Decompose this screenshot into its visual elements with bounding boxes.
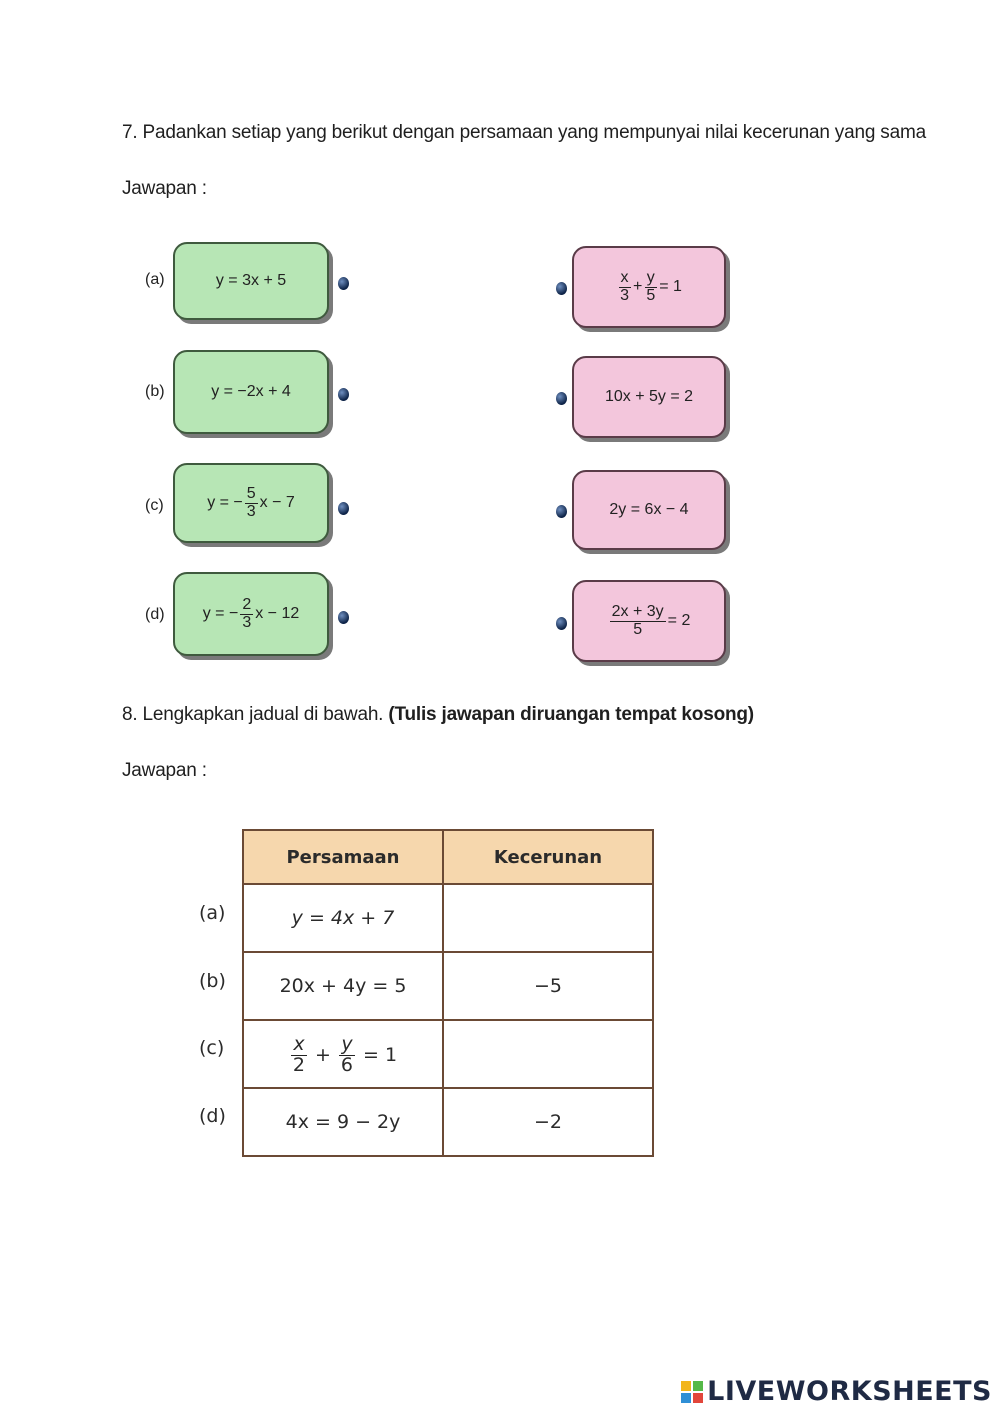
gradient-input-a[interactable]	[443, 884, 653, 952]
equation-c-suffix: = 1	[363, 1044, 398, 1066]
left-equation-c-denominator: 3	[246, 502, 256, 520]
left-equation-c-prefix: y = −	[207, 494, 243, 511]
left-equation-d-numerator: 2	[242, 595, 252, 613]
option-label-c: (c)	[145, 497, 164, 514]
right-equation-4-numerator: 2x + 3y	[611, 602, 664, 620]
liveworksheets-logo-text: LIVEWORKSHEETS	[707, 1376, 992, 1407]
left-equation-c[interactable]	[173, 463, 329, 543]
left-equation-d[interactable]	[173, 572, 329, 656]
right-equation-2-text: 10x + 5y = 2	[604, 388, 694, 405]
right-equation-4-denominator: 5	[633, 620, 643, 638]
option-label-d: (d)	[145, 606, 165, 623]
question-8-answer-label: Jawapan :	[122, 760, 207, 781]
equation-cell-a	[243, 884, 443, 952]
equation-cell-b	[243, 952, 443, 1020]
left-equation-c-numerator: 5	[246, 484, 256, 502]
left-equation-d-denominator: 3	[242, 613, 252, 631]
left-equation-c-suffix: x − 7	[259, 494, 295, 511]
left-equation-a[interactable]	[173, 242, 329, 320]
right-equation-1-den2: 5	[646, 286, 656, 304]
table-row	[243, 952, 653, 1020]
right-connector-dot-4[interactable]	[556, 617, 567, 630]
right-equation-1-suffix: = 1	[659, 278, 682, 295]
left-equation-b[interactable]	[173, 350, 329, 434]
right-equation-1-plus: +	[632, 278, 643, 295]
right-equation-2[interactable]	[572, 356, 726, 438]
table-header-row	[243, 830, 653, 884]
left-connector-dot-d[interactable]	[338, 611, 349, 624]
gradient-cell-b: −5	[443, 952, 653, 1020]
left-connector-dot-b[interactable]	[338, 388, 349, 401]
right-connector-dot-2[interactable]	[556, 392, 567, 405]
equation-c-den2: 6	[340, 1053, 354, 1076]
right-equation-1-num1: x	[620, 268, 629, 286]
option-label-b: (b)	[145, 383, 165, 400]
liveworksheets-logo	[681, 1376, 992, 1407]
header-kecerunan: Kecerunan	[443, 830, 653, 884]
equation-c-num1: x	[293, 1032, 305, 1055]
question-8-bold: (Tulis jawapan diruangan tempat kosong)	[388, 704, 754, 725]
equation-a-text: y = 4x + 7	[291, 907, 395, 929]
right-equation-1-den1: 3	[620, 286, 629, 304]
question-7-text: 7. Padankan setiap yang berikut dengan persamaan yang mempunyai nilai kecerunan yang sama	[122, 122, 926, 143]
left-connector-dot-a[interactable]	[338, 277, 349, 290]
table-row-label-a: (a)	[199, 902, 226, 924]
gradient-table	[242, 829, 654, 1157]
gradient-cell-d: −2	[443, 1088, 653, 1156]
equation-d-text: 4x = 9 − 2y	[285, 1111, 401, 1133]
table-row	[243, 884, 653, 952]
question-8-plain: 8. Lengkapkan jadual di bawah.	[122, 704, 384, 725]
right-equation-1[interactable]	[572, 246, 726, 328]
right-equation-4-suffix: = 2	[667, 612, 691, 629]
left-equation-d-prefix: y = −	[202, 605, 239, 622]
option-label-a: (a)	[145, 271, 165, 288]
table-row-label-c: (c)	[199, 1037, 225, 1059]
left-connector-dot-c[interactable]	[338, 502, 349, 515]
header-persamaan: Persamaan	[243, 830, 443, 884]
right-equation-3-text: 2y = 6x − 4	[609, 501, 689, 518]
table-row	[243, 1088, 653, 1156]
right-connector-dot-1[interactable]	[556, 282, 567, 295]
question-8-text	[122, 704, 754, 726]
right-connector-dot-3[interactable]	[556, 505, 567, 518]
table-row-label-d: (d)	[199, 1105, 226, 1127]
question-7-answer-label: Jawapan :	[122, 178, 207, 199]
right-equation-3[interactable]	[572, 470, 726, 550]
equation-cell-d	[243, 1088, 443, 1156]
right-equation-1-num2: y	[646, 268, 655, 286]
equation-b-text: 20x + 4y = 5	[279, 975, 407, 997]
table-row-label-b: (b)	[199, 970, 226, 992]
left-equation-a-text: y = 3x + 5	[215, 272, 287, 289]
left-equation-b-text: y = −2x + 4	[211, 383, 291, 400]
liveworksheets-logo-icon	[681, 1381, 703, 1403]
equation-c-plus: +	[315, 1044, 331, 1066]
gradient-input-c[interactable]	[443, 1020, 653, 1088]
equation-c-num2: y	[341, 1032, 353, 1055]
equation-c-den1: 2	[292, 1053, 305, 1076]
right-equation-4[interactable]	[572, 580, 726, 662]
left-equation-d-suffix: x − 12	[255, 605, 300, 622]
table-row	[243, 1020, 653, 1088]
equation-cell-c	[243, 1020, 443, 1088]
